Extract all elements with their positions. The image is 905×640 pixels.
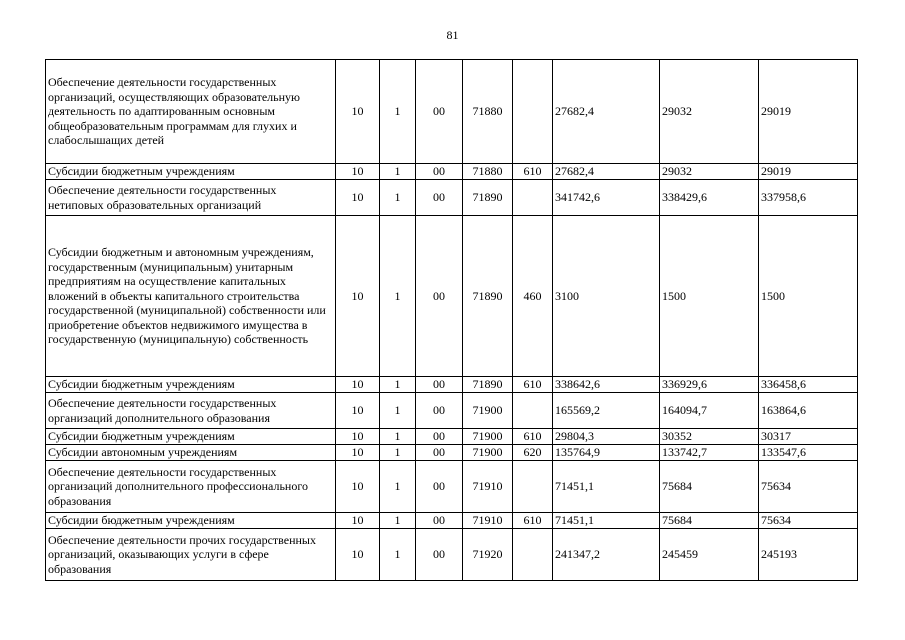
cell-amount-year3: 336458,6: [759, 377, 858, 393]
cell-amount-year2: 1500: [660, 216, 759, 377]
cell-target-code: 71900: [463, 445, 513, 461]
cell-name: Субсидии бюджетным учреждениям: [46, 429, 336, 445]
cell-amount-year2: 245459: [660, 529, 759, 581]
cell-target-code: 71910: [463, 513, 513, 529]
table-body: [46, 60, 858, 581]
cell-target-code: 71900: [463, 393, 513, 429]
cell-target-code: 71910: [463, 461, 513, 513]
table-row: [46, 461, 858, 513]
cell-expense-type: [513, 180, 553, 216]
cell-subsection: 1: [380, 60, 416, 164]
cell-subsection: 1: [380, 377, 416, 393]
cell-section: 10: [336, 164, 380, 180]
cell-amount-year1: 27682,4: [553, 60, 660, 164]
cell-amount-year2: 75684: [660, 461, 759, 513]
cell-target-code: 71880: [463, 60, 513, 164]
cell-section: 10: [336, 445, 380, 461]
cell-amount-year2: 336929,6: [660, 377, 759, 393]
cell-section: 10: [336, 180, 380, 216]
cell-expense-type: 460: [513, 216, 553, 377]
cell-section: 10: [336, 513, 380, 529]
cell-amount-year2: 164094,7: [660, 393, 759, 429]
cell-name: Обеспечение деятельности прочих государственных организаций, оказывающих услуги в сфере образования: [46, 529, 336, 581]
cell-amount-year1: 341742,6: [553, 180, 660, 216]
cell-amount-year1: 27682,4: [553, 164, 660, 180]
cell-target-code: 71920: [463, 529, 513, 581]
table-row: [46, 529, 858, 581]
cell-name: Обеспечение деятельности государственных организаций дополнительного профессионального образования: [46, 461, 336, 513]
table-row: [46, 429, 858, 445]
cell-expense-type: 610: [513, 377, 553, 393]
cell-section: 10: [336, 377, 380, 393]
cell-target-code: 71890: [463, 216, 513, 377]
cell-expense-type: 610: [513, 513, 553, 529]
cell-name: Субсидии бюджетным учреждениям: [46, 164, 336, 180]
cell-target-code: 71890: [463, 377, 513, 393]
cell-name: Субсидии бюджетным учреждениям: [46, 377, 336, 393]
cell-amount-year2: 133742,7: [660, 445, 759, 461]
cell-amount-year3: 337958,6: [759, 180, 858, 216]
cell-expense-type: [513, 60, 553, 164]
cell-program: 00: [416, 461, 463, 513]
cell-expense-type: 610: [513, 164, 553, 180]
cell-name: Субсидии бюджетным учреждениям: [46, 513, 336, 529]
cell-program: 00: [416, 377, 463, 393]
cell-amount-year3: 75634: [759, 513, 858, 529]
table-row: [46, 180, 858, 216]
cell-amount-year1: 241347,2: [553, 529, 660, 581]
cell-subsection: 1: [380, 461, 416, 513]
cell-name: Субсидии автономным учреждениям: [46, 445, 336, 461]
budget-table: [45, 59, 858, 581]
cell-section: 10: [336, 429, 380, 445]
table-row: [46, 393, 858, 429]
cell-amount-year3: 29019: [759, 164, 858, 180]
cell-amount-year2: 75684: [660, 513, 759, 529]
cell-amount-year3: 133547,6: [759, 445, 858, 461]
table-row: [46, 377, 858, 393]
cell-amount-year2: 29032: [660, 60, 759, 164]
cell-name: Обеспечение деятельности государственных нетиповых образовательных организаций: [46, 180, 336, 216]
cell-subsection: 1: [380, 180, 416, 216]
cell-subsection: 1: [380, 529, 416, 581]
cell-program: 00: [416, 529, 463, 581]
cell-amount-year1: 3100: [553, 216, 660, 377]
cell-amount-year3: 30317: [759, 429, 858, 445]
cell-program: 00: [416, 393, 463, 429]
cell-expense-type: [513, 393, 553, 429]
cell-amount-year3: 75634: [759, 461, 858, 513]
cell-amount-year3: 29019: [759, 60, 858, 164]
cell-amount-year2: 338429,6: [660, 180, 759, 216]
cell-amount-year3: 163864,6: [759, 393, 858, 429]
page-number: 81: [446, 28, 459, 42]
cell-section: 10: [336, 393, 380, 429]
cell-program: 00: [416, 180, 463, 216]
cell-subsection: 1: [380, 164, 416, 180]
table-row: [46, 164, 858, 180]
table-row: [46, 216, 858, 377]
cell-section: 10: [336, 461, 380, 513]
cell-program: 00: [416, 216, 463, 377]
cell-amount-year2: 29032: [660, 164, 759, 180]
cell-subsection: 1: [380, 513, 416, 529]
cell-target-code: 71890: [463, 180, 513, 216]
table-row: [46, 60, 858, 164]
cell-name: Обеспечение деятельности государственных организаций, осуществляющих образовательную деятельность по адаптированным основным общеобразовательным программам для глухих и слабослышащих детей: [46, 60, 336, 164]
cell-amount-year1: 165569,2: [553, 393, 660, 429]
cell-program: 00: [416, 513, 463, 529]
cell-target-code: 71900: [463, 429, 513, 445]
cell-amount-year3: 1500: [759, 216, 858, 377]
cell-amount-year1: 338642,6: [553, 377, 660, 393]
cell-section: 10: [336, 60, 380, 164]
cell-amount-year1: 29804,3: [553, 429, 660, 445]
cell-amount-year1: 135764,9: [553, 445, 660, 461]
cell-subsection: 1: [380, 445, 416, 461]
cell-subsection: 1: [380, 216, 416, 377]
cell-program: 00: [416, 445, 463, 461]
cell-program: 00: [416, 429, 463, 445]
cell-amount-year3: 245193: [759, 529, 858, 581]
cell-name: Обеспечение деятельности государственных организаций дополнительного образования: [46, 393, 336, 429]
cell-program: 00: [416, 164, 463, 180]
cell-amount-year1: 71451,1: [553, 461, 660, 513]
cell-section: 10: [336, 529, 380, 581]
cell-target-code: 71880: [463, 164, 513, 180]
cell-amount-year2: 30352: [660, 429, 759, 445]
cell-expense-type: [513, 461, 553, 513]
table-row: [46, 513, 858, 529]
cell-expense-type: 610: [513, 429, 553, 445]
cell-program: 00: [416, 60, 463, 164]
cell-subsection: 1: [380, 429, 416, 445]
table-row: [46, 445, 858, 461]
cell-amount-year1: 71451,1: [553, 513, 660, 529]
cell-name: Субсидии бюджетным и автономным учреждениям, государственным (муниципальным) унитарным предприятиям на осуществление капитальных вложений в объекты капитального строительства государственной (муниципальной) собственности или приобретение объектов недвижимого имущества в государственную (муниципальную) собственность: [46, 216, 336, 377]
cell-expense-type: 620: [513, 445, 553, 461]
cell-section: 10: [336, 216, 380, 377]
cell-expense-type: [513, 529, 553, 581]
cell-subsection: 1: [380, 393, 416, 429]
